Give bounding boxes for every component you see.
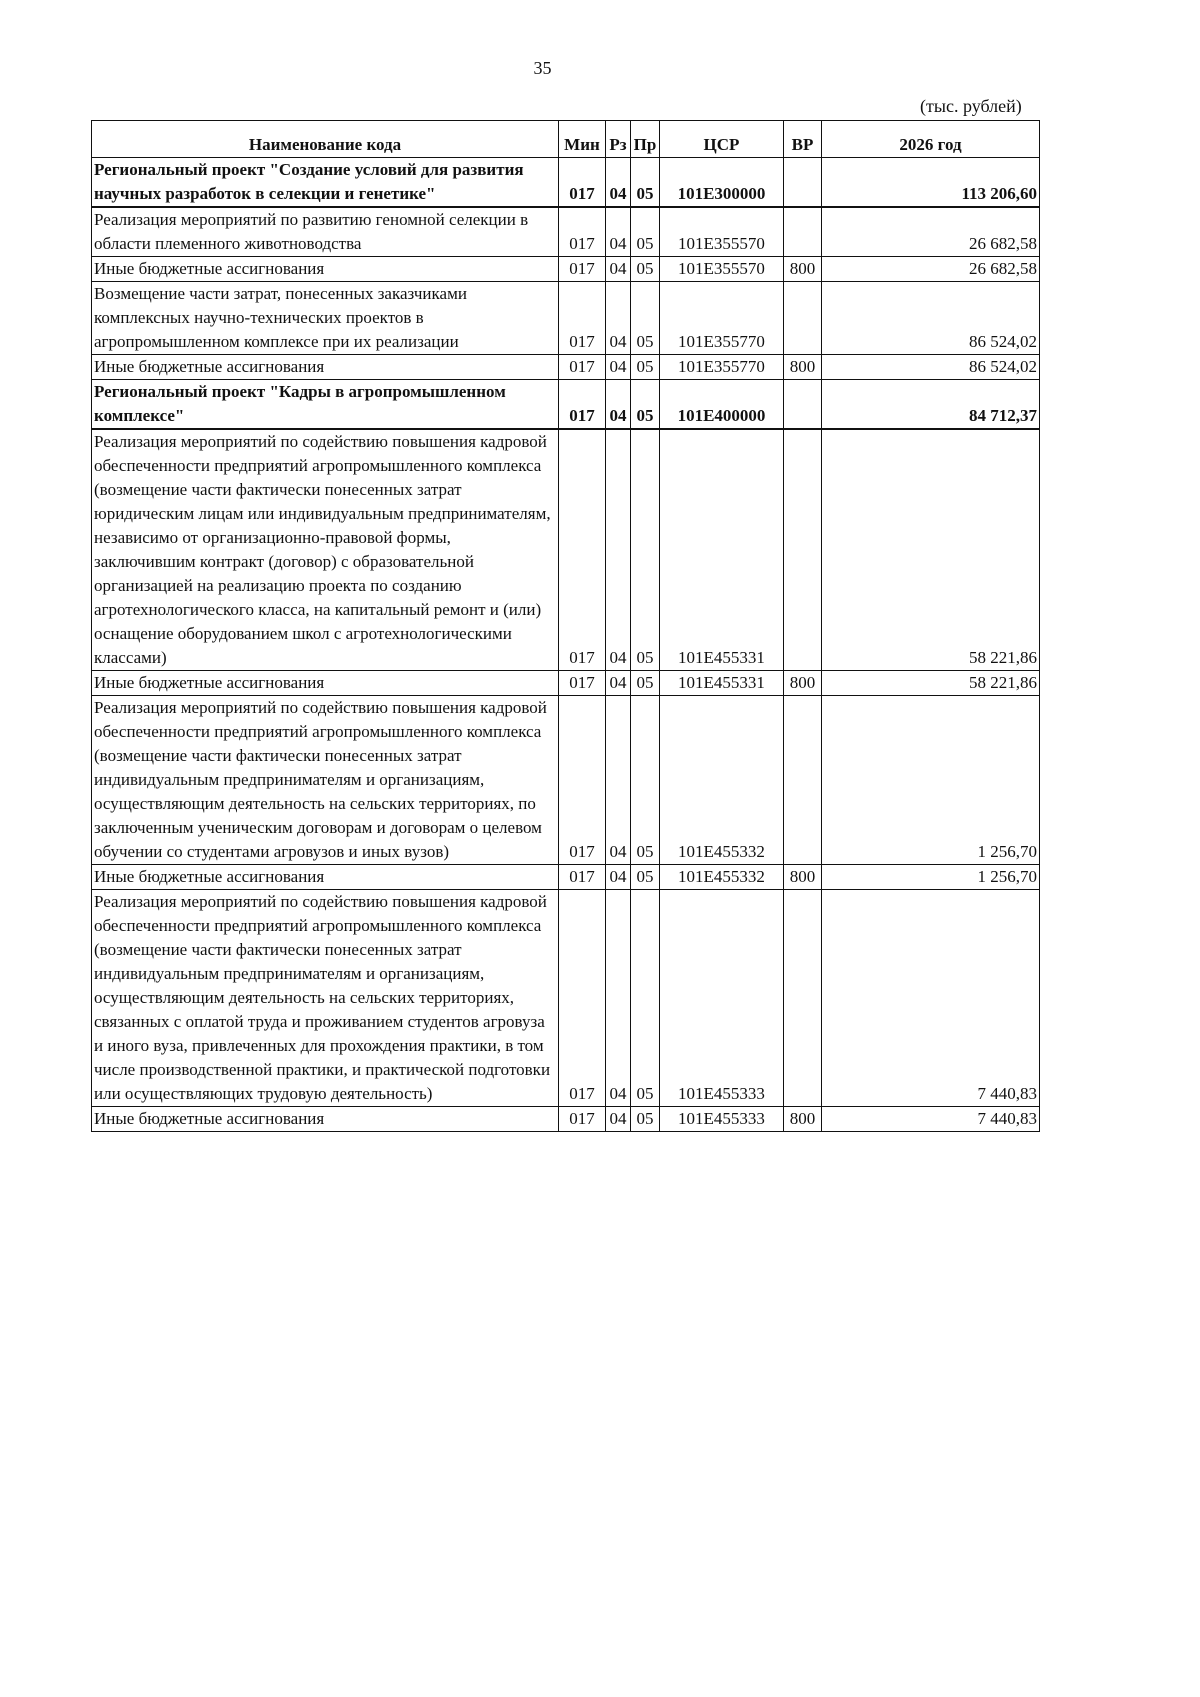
table-row xyxy=(92,282,1040,355)
row-pr: 05 xyxy=(631,865,660,890)
row-name: Региональный проект "Кадры в агропромышленном комплексе" xyxy=(92,380,559,430)
row-pr: 05 xyxy=(631,282,660,355)
row-name: Региональный проект "Создание условий для развития научных разработок в селекции и генетике" xyxy=(92,158,559,208)
row-name: Иные бюджетные ассигнования xyxy=(92,355,559,380)
row-rz: 04 xyxy=(606,865,631,890)
row-sum: 1 256,70 xyxy=(822,865,1040,890)
row-sum: 86 524,02 xyxy=(822,355,1040,380)
row-rz: 04 xyxy=(606,890,631,1107)
row-sum: 26 682,58 xyxy=(822,207,1040,257)
header-min: Мин xyxy=(559,121,606,158)
row-pr: 05 xyxy=(631,158,660,208)
row-name: Реализация мероприятий по развитию геномной селекции в области племенного животноводства xyxy=(92,207,559,257)
row-csr: 101E455333 xyxy=(660,1107,784,1132)
row-vr xyxy=(784,207,822,257)
table-row xyxy=(92,429,1040,671)
row-csr: 101E355570 xyxy=(660,257,784,282)
row-rz: 04 xyxy=(606,257,631,282)
row-vr xyxy=(784,696,822,865)
row-vr xyxy=(784,890,822,1107)
row-pr: 05 xyxy=(631,257,660,282)
row-rz: 04 xyxy=(606,380,631,430)
row-name: Возмещение части затрат, понесенных заказчиками комплексных научно-технических проектов в агропромышленном комплексе при их реализации xyxy=(92,282,559,355)
units-label: (тыс. рублей) xyxy=(920,96,1022,116)
table-header-row xyxy=(92,121,1040,158)
row-sum: 113 206,60 xyxy=(822,158,1040,208)
row-name: Иные бюджетные ассигнования xyxy=(92,1107,559,1132)
row-csr: 101E355570 xyxy=(660,207,784,257)
row-rz: 04 xyxy=(606,158,631,208)
table-row xyxy=(92,257,1040,282)
header-name: Наименование кода xyxy=(92,121,559,158)
row-csr: 101E455331 xyxy=(660,429,784,671)
row-min: 017 xyxy=(559,671,606,696)
row-name: Реализация мероприятий по содействию повышения кадровой обеспеченности предприятий агропромышленного комплекса (возмещение части фактически понесенных затрат индивидуальным предпринимателям и организациям, осуществляющим деятельность на сельских территориях, по заключенным ученическим договорам и договорам о целевом обучении со студентами агровузов и иных вузов) xyxy=(92,696,559,865)
row-rz: 04 xyxy=(606,429,631,671)
page-number: 35 xyxy=(533,58,552,78)
row-csr: 101E300000 xyxy=(660,158,784,208)
table-row xyxy=(92,671,1040,696)
row-sum: 7 440,83 xyxy=(822,1107,1040,1132)
header-year: 2026 год xyxy=(822,121,1040,158)
row-min: 017 xyxy=(559,257,606,282)
table-row xyxy=(92,696,1040,865)
table-row xyxy=(92,1107,1040,1132)
table-row xyxy=(92,355,1040,380)
row-rz: 04 xyxy=(606,1107,631,1132)
row-name: Иные бюджетные ассигнования xyxy=(92,257,559,282)
table-row xyxy=(92,865,1040,890)
row-vr xyxy=(784,429,822,671)
row-name: Иные бюджетные ассигнования xyxy=(92,865,559,890)
row-rz: 04 xyxy=(606,207,631,257)
row-pr: 05 xyxy=(631,429,660,671)
row-csr: 101E455332 xyxy=(660,865,784,890)
row-vr: 800 xyxy=(784,355,822,380)
row-sum: 58 221,86 xyxy=(822,671,1040,696)
row-sum: 58 221,86 xyxy=(822,429,1040,671)
row-vr xyxy=(784,158,822,208)
table-row xyxy=(92,158,1040,208)
row-csr: 101E400000 xyxy=(660,380,784,430)
row-min: 017 xyxy=(559,207,606,257)
row-csr: 101E455331 xyxy=(660,671,784,696)
row-pr: 05 xyxy=(631,696,660,865)
header-pr: Пр xyxy=(631,121,660,158)
row-pr: 05 xyxy=(631,1107,660,1132)
row-name: Реализация мероприятий по содействию повышения кадровой обеспеченности предприятий агропромышленного комплекса (возмещение части фактически понесенных затрат индивидуальным предпринимателям и организациям, осуществляющим деятельность на сельских территориях, связанных с оплатой труда и проживанием студентов агровуза и иного вуза, привлеченных для прохождения практики, в том числе производственной практики, и практической подготовки или осуществляющих трудовую деятельность) xyxy=(92,890,559,1107)
row-pr: 05 xyxy=(631,355,660,380)
row-pr: 05 xyxy=(631,890,660,1107)
row-vr: 800 xyxy=(784,257,822,282)
table-row xyxy=(92,380,1040,430)
row-min: 017 xyxy=(559,1107,606,1132)
row-pr: 05 xyxy=(631,380,660,430)
header-csr: ЦСР xyxy=(660,121,784,158)
row-name: Реализация мероприятий по содействию повышения кадровой обеспеченности предприятий агропромышленного комплекса (возмещение части фактически понесенных затрат юридическим лицам или индивидуальным предпринимателям, независимо от организационно-правовой формы, заключившим контракт (договор) с образовательной организацией на реализацию проекта по созданию агротехнологического класса, на капитальный ремонт и (или) оснащение оборудованием школ с агротехнологическими классами) xyxy=(92,429,559,671)
row-min: 017 xyxy=(559,865,606,890)
table-row xyxy=(92,890,1040,1107)
row-min: 017 xyxy=(559,158,606,208)
row-sum: 84 712,37 xyxy=(822,380,1040,430)
row-pr: 05 xyxy=(631,207,660,257)
row-sum: 26 682,58 xyxy=(822,257,1040,282)
row-sum: 7 440,83 xyxy=(822,890,1040,1107)
row-min: 017 xyxy=(559,890,606,1107)
table-row xyxy=(92,207,1040,257)
row-sum: 1 256,70 xyxy=(822,696,1040,865)
row-csr: 101E455332 xyxy=(660,696,784,865)
row-csr: 101E355770 xyxy=(660,355,784,380)
budget-table xyxy=(91,120,1040,1132)
row-vr xyxy=(784,282,822,355)
row-csr: 101E455333 xyxy=(660,890,784,1107)
row-min: 017 xyxy=(559,355,606,380)
row-name: Иные бюджетные ассигнования xyxy=(92,671,559,696)
row-rz: 04 xyxy=(606,696,631,865)
row-csr: 101E355770 xyxy=(660,282,784,355)
row-rz: 04 xyxy=(606,671,631,696)
header-vr: ВР xyxy=(784,121,822,158)
row-min: 017 xyxy=(559,380,606,430)
row-vr: 800 xyxy=(784,671,822,696)
row-vr: 800 xyxy=(784,1107,822,1132)
row-vr xyxy=(784,380,822,430)
row-sum: 86 524,02 xyxy=(822,282,1040,355)
row-rz: 04 xyxy=(606,282,631,355)
row-min: 017 xyxy=(559,696,606,865)
row-vr: 800 xyxy=(784,865,822,890)
row-min: 017 xyxy=(559,429,606,671)
row-pr: 05 xyxy=(631,671,660,696)
row-rz: 04 xyxy=(606,355,631,380)
row-min: 017 xyxy=(559,282,606,355)
header-rz: Рз xyxy=(606,121,631,158)
